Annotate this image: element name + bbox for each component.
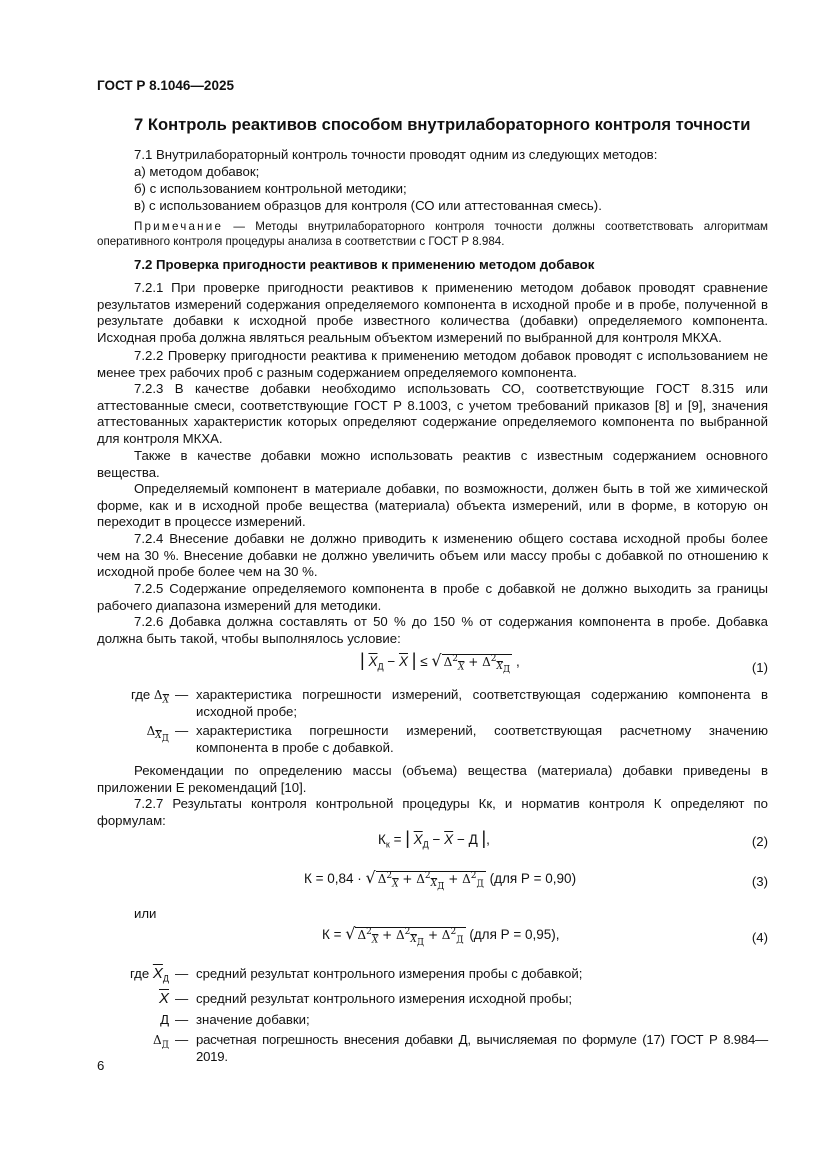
paragraph-recommendations: Рекомендации по определению массы (объема) вещества (материала) добавки приведены в приложении Е рекомендаций [10]. (97, 763, 768, 795)
definition-text: характеристика погрешности измерений, соответствующая расчетному значению компонента в пробе с добавкой. (196, 723, 768, 755)
note-paragraph (97, 220, 768, 249)
paragraph-7-2-3-also: Также в качестве добавки можно использовать реактив с известным содержанием основного вещества. (97, 448, 768, 480)
definitions-formulas-2-4: где $\overline{X}_Д$ — средний результат контрольного измерения пробы с добавкой; $\overline{X}$ — средний результат контрольного измерения исходной пробы; Д — значение добавки; $\Delta_Д$ — расчетная погрешность внесения добавки Д, вычисляемая по формуле (17) ГОСТ Р 8.984—2019. (97, 966, 768, 1046)
paragraph-7-2-1: 7.2.1 При проверке пригодности реактивов к применению методом добавок проводят сравнение результатов измерений содержания определяемого компонента в исходной пробе и в пробе, полученной в результате добавки к исходной пробе известного количества (добавки) определяемого компонента. Исходная проба должна являться реальным объектом измерений по выбранной для контроля МКХА. (97, 280, 768, 346)
formula-4-condition: (для Р = 0,95), (469, 927, 560, 942)
paragraph-7-2-4: 7.2.4 Внесение добавки не должно приводить к изменению общего состава исходной пробы более чем на 30 %. Внесение добавки не должно увеличить объем или массу пробы с добавкой по отношению к исходной пробе более чем на 30 %. (97, 531, 768, 580)
conjunction-or: или (134, 906, 157, 921)
paragraph-7-2-3: 7.2.3 В качестве добавки необходимо использовать СО, соответствующие ГОСТ 8.315 или аттестованные смеси, соответствующие ГОСТ Р 8.1003, с учетом требований приказов [8] и [9], значения аттестованных характеристик которых определяют содержание определяемого компонента по выбранной для контроля МКХА. (97, 381, 768, 447)
definition-symbol: где $\Delta_{\overline{X}}$ (130, 687, 169, 706)
paragraph-7-1: 7.1 Внутрилабораторный контроль точности проводят одним из следующих методов: (134, 147, 658, 162)
formula-1-number: (1) (751, 660, 768, 675)
paragraph-7-2-7: 7.2.7 Результаты контроля контрольной процедуры Кк, и норматив контроля К определяют по формулам: (97, 796, 768, 828)
list-item-c: в) с использованием образцов для контроля (СО или аттестованная смесь). (134, 198, 602, 213)
definition-symbol: Д (160, 1012, 169, 1027)
definition-symbol: где $\overline{X}_Д$ (129, 965, 169, 984)
paragraph-7-2-2: 7.2.2 Проверку пригодности реактива к применению методом добавок проводят с использованием не менее трех рабочих проб с разным содержанием определяемого компонента. (97, 348, 768, 380)
definition-text: средний результат контрольного измерения исходной пробы; (196, 991, 572, 1006)
list-item-a: а) методом добавок; (134, 164, 260, 179)
note-text: — Методы внутрилабораторного контроля точности должны соответствовать алгоритмам оперативного контроля процедуры анализа в соответствии с ГОСТ Р 8.984. (97, 220, 768, 248)
paragraph-7-2-5: 7.2.5 Содержание определяемого компонента в пробе с добавкой не должно выходить за границы рабочего диапазона измерений для методики. (97, 581, 768, 613)
definition-symbol: $\overline{X}$ (158, 990, 169, 1007)
definitions-formula-1: где $\Delta_{\overline{X}}$ — характеристика погрешности измерений, соответствующая содержанию компонента в исходной пробе; $\Delta_{\overline{X}_Д}$ — характеристика погрешности измерений, соответствующая расчетному значению компонента в пробе с добавкой. (97, 687, 768, 757)
formula-3-condition: (для Р = 0,90) (489, 871, 577, 886)
section-7-2-title: 7.2 Проверка пригодности реактивов к применению методом добавок (134, 257, 595, 272)
definition-symbol: $\Delta_Д$ (153, 1033, 169, 1051)
paragraph-7-2-6: 7.2.6 Добавка должна составлять от 50 % до 150 % от содержания компонента в пробе. Добавка должна быть такой, чтобы выполнялось условие: (97, 614, 768, 646)
page-number: 6 (97, 1058, 105, 1073)
definition-text: расчетная погрешность внесения добавки Д, вычисляемая по формуле (17) ГОСТ Р 8.984—2019. (196, 1032, 768, 1064)
list-item-b: б) с использованием контрольной методики; (134, 181, 407, 196)
definition-symbol: $\Delta_{\overline{X}_Д}$ (146, 724, 169, 745)
note-label: Примечание (134, 220, 224, 233)
formula-4: К = √ $\Delta^2_{\overline{X}} + \Delta^2_{\overline{X}_Д} + \Delta^2_Д$ (для Р = 0,95), (322, 924, 560, 949)
formula-3-number: (3) (751, 874, 768, 889)
formula-1: | $\overline{X}_Д - \overline{X}$ | ≤ √ $\Delta^2_{\overline{X}} + \Delta^2_{\overline{X}_Д}$ , (360, 650, 520, 676)
section-7-title: 7 Контроль реактивов способом внутрилабораторного контроля точности (134, 115, 751, 134)
definition-text: средний результат контрольного измерения пробы с добавкой; (196, 966, 583, 981)
formula-2-number: (2) (751, 834, 768, 849)
formula-3: К = 0,84 · √ $\Delta^2_{\overline{X}} + \Delta^2_{\overline{X}_Д} + \Delta^2_Д$ (для Р = 0,90) (304, 868, 577, 893)
formula-4-number: (4) (751, 930, 768, 945)
document-standard-number: ГОСТ Р 8.1046—2025 (97, 78, 234, 93)
definition-text: значение добавки; (196, 1012, 310, 1027)
formula-2: $К_к$ = | $\overline{X}_Д - \overline{X} - Д$ |, (378, 828, 490, 850)
definition-text: характеристика погрешности измерений, соответствующая содержанию компонента в исходной пробе; (196, 687, 768, 719)
paragraph-7-2-3-form: Определяемый компонент в материале добавки, по возможности, должен быть в той же химической форме, как и в исходной пробе вещества (материала) объекта измерений, или в форме, в которую он переходит в процессе измерений. (97, 481, 768, 530)
